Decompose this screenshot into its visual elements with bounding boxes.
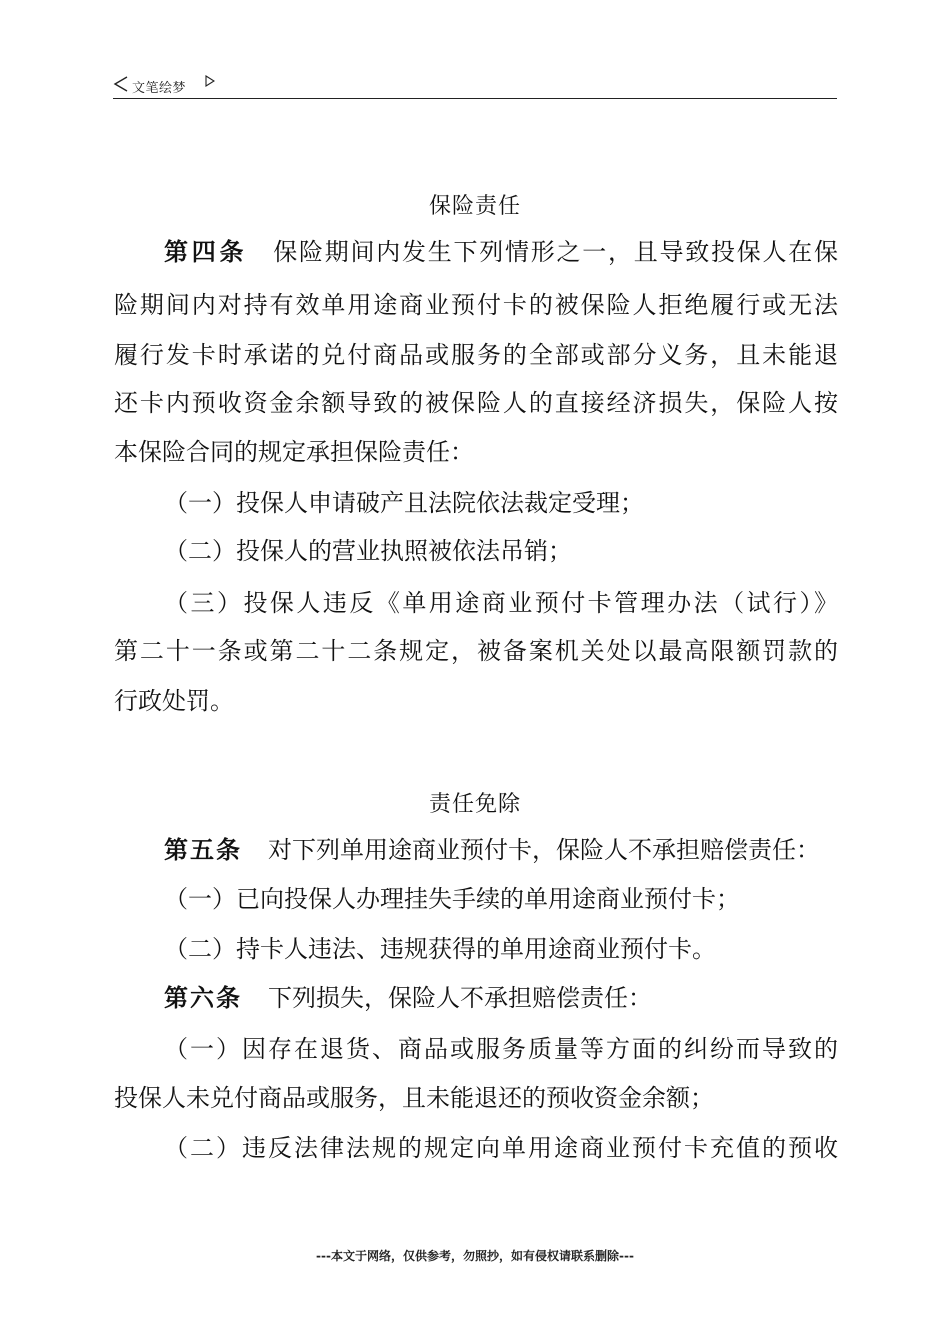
section-heading-exclusions: 责任免除 [428,792,521,817]
page-header [113,74,837,99]
header-brand: 文笔绘梦 [132,81,187,96]
article-6-label: 第六条 [164,984,242,1012]
article-4-text: 保险期间内发生下列情形之一，且导致投保人在保 [273,238,838,266]
list-item: （一）已向投保人办理挂失手续的单用途商业预付卡； [164,885,740,913]
paragraph-line: 本保险合同的规定承担保险责任： [114,438,474,466]
triangle-right-icon [205,75,215,87]
paragraph-line: 第二十一条或第二十二条规定，被备案机关处以最高限额罚款的 [114,637,838,665]
paragraph-line: 行政处罚。 [114,687,234,715]
list-item: （二）持卡人违法、违规获得的单用途商业预付卡。 [164,935,716,963]
page-footer-disclaimer: ---本文于网络，仅供参考，勿照抄，如有侵权请联系删除--- [316,1249,634,1263]
paragraph-line: 还卡内预收资金余额导致的被保险人的直接经济损失，保险人按 [114,389,838,417]
list-item: （一）投保人申请破产且法院依法裁定受理； [164,489,644,517]
article-4-label: 第四条 [164,238,248,266]
article-6-text: 下列损失，保险人不承担赔偿责任： [268,984,652,1012]
article-5-label: 第五条 [164,836,242,864]
list-item: （一）因存在退货、商品或服务质量等方面的纠纷而导致的 [164,1035,838,1063]
list-item: （三）投保人违反《单用途商业预付卡管理办法（试行）》 [164,589,838,617]
article-5-text: 对下列单用途商业预付卡，保险人不承担赔偿责任： [268,836,820,864]
paragraph-line: 险期间内对持有效单用途商业预付卡的被保险人拒绝履行或无法 [114,291,838,319]
article-5-line [164,834,838,866]
section-heading-insurance-liability: 保险责任 [428,194,521,219]
list-item: （二）违反法律法规的规定向单用途商业预付卡充值的预收 [164,1134,838,1162]
triangle-left-icon [113,76,129,92]
paragraph-line: 投保人未兑付商品或服务，且未能退还的预收资金余额； [114,1084,714,1112]
article-4-first-line [164,236,838,268]
paragraph-line: 履行发卡时承诺的兑付商品或服务的全部或部分义务，且未能退 [114,341,838,369]
article-6-line [164,982,838,1014]
list-item: （二）投保人的营业执照被依法吊销； [164,537,572,565]
